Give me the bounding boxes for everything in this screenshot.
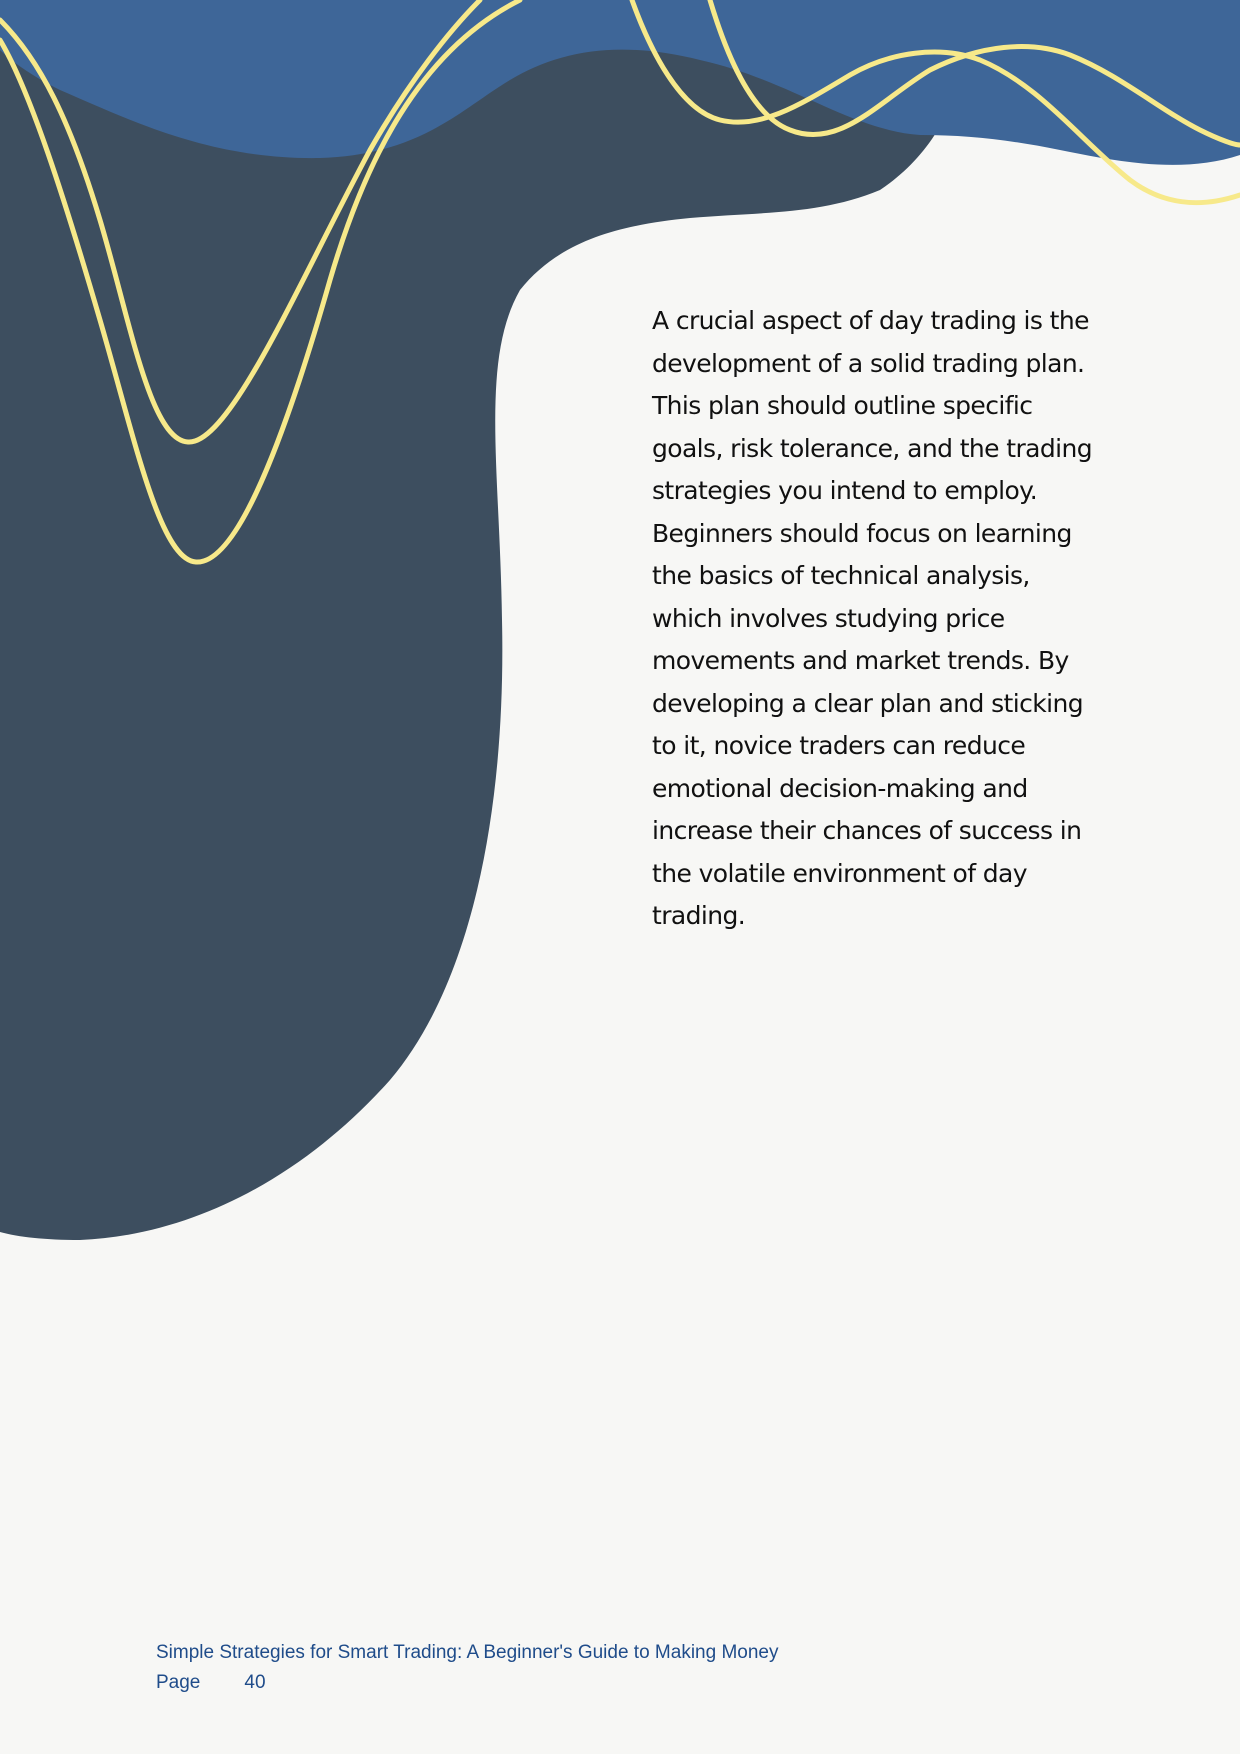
body-paragraph: A crucial aspect of day trading is the development of a solid trading plan. This plan should outline specific goals, risk tolerance, and the trading strategies you intend to employ. Beginners should focus on learning the basics of technical analysis, which involves studying price movements and market trends. By developing a clear plan and sticking to it, novice traders can reduce emotional decision-making and increase their chances of success in the volatile environment of day trading.: [652, 306, 1092, 930]
footer-page-label: Page: [156, 1672, 201, 1693]
page-footer: [156, 1638, 779, 1698]
footer-page-info: [156, 1668, 779, 1698]
footer-page-number: 40: [244, 1672, 266, 1693]
footer-book-title: Simple Strategies for Smart Trading: A Beginner's Guide to Making Money: [156, 1642, 779, 1663]
